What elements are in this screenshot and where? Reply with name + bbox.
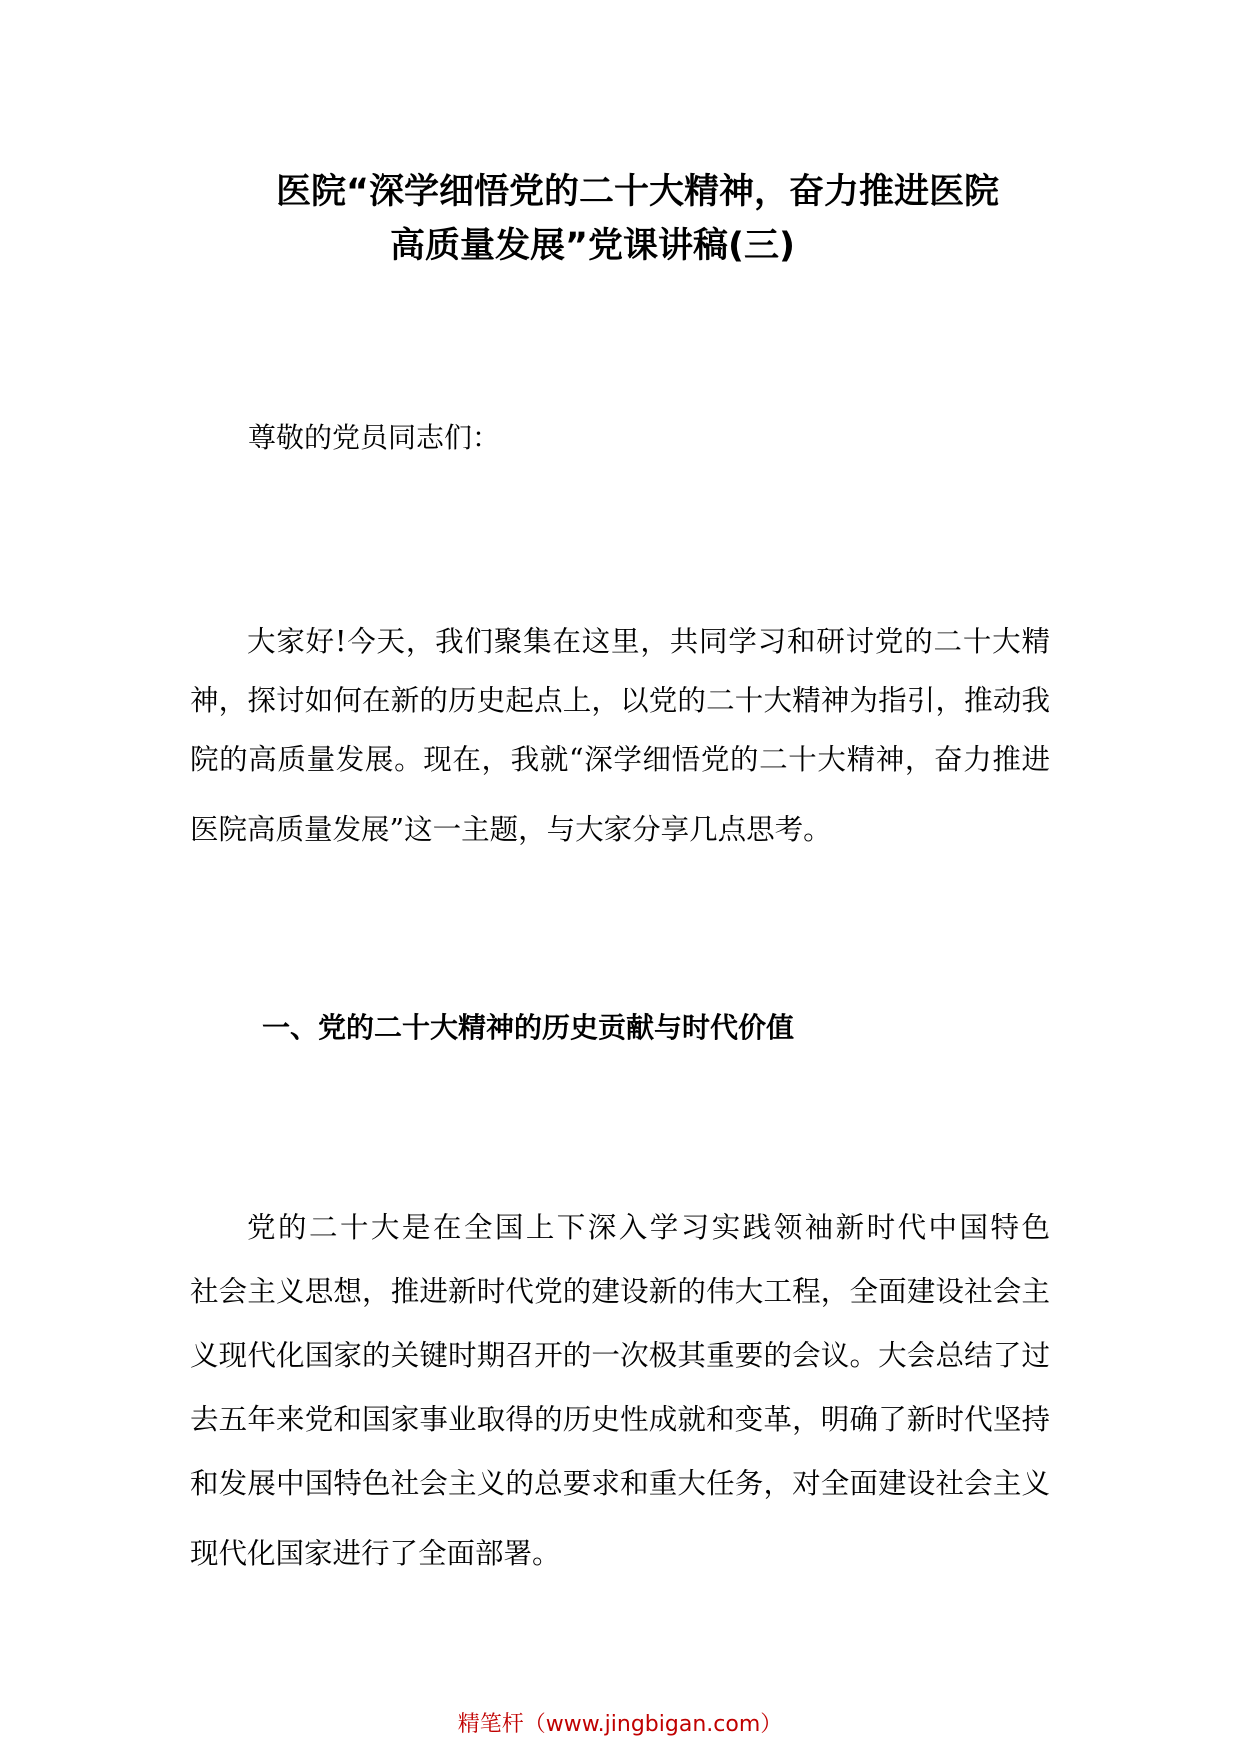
document-title-line-2: 高质量发展”党课讲稿(三)	[390, 226, 795, 266]
paragraph-line: 神，探讨如何在新的历史起点上，以党的二十大精神为指引，推动我	[190, 684, 1050, 717]
paragraph-line: 和发展中国特色社会主义的总要求和重大任务，对全面建设社会主义	[190, 1467, 1050, 1500]
paragraph-intro	[190, 622, 1050, 850]
paragraph-line: 现代化国家进行了全面部署。	[190, 1537, 561, 1570]
paragraph-line: 院的高质量发展。现在，我就“深学细悟党的二十大精神，奋力推进	[190, 743, 1050, 776]
salutation: 尊敬的党员同志们：	[248, 421, 501, 454]
paragraph-line: 义现代化国家的关键时期召开的一次极其重要的会议。大会总结了过	[190, 1339, 1050, 1372]
section-heading: 一、党的二十大精神的历史贡献与时代价值	[262, 1011, 795, 1044]
paragraph-line: 医院高质量发展”这一主题，与大家分享几点思考。	[190, 813, 832, 846]
paragraph-line: 去五年来党和国家事业取得的历史性成就和变革，明确了新时代坚持	[190, 1403, 1050, 1436]
document-title-line-1: 医院“深学细悟党的二十大精神，奋力推进医院	[276, 172, 1000, 212]
paragraph-line: 大家好!今天，我们聚集在这里，共同学习和研讨党的二十大精	[247, 625, 1050, 658]
paragraph-line: 社会主义思想，推进新时代党的建设新的伟大工程，全面建设社会主	[190, 1275, 1050, 1308]
footer-watermark: 精笔杆（www.jingbigan.com）	[457, 1712, 783, 1737]
paragraph-section-1	[190, 1208, 1050, 1598]
paragraph-line: 党的二十大是在全国上下深入学习实践领袖新时代中国特色	[247, 1211, 1050, 1244]
